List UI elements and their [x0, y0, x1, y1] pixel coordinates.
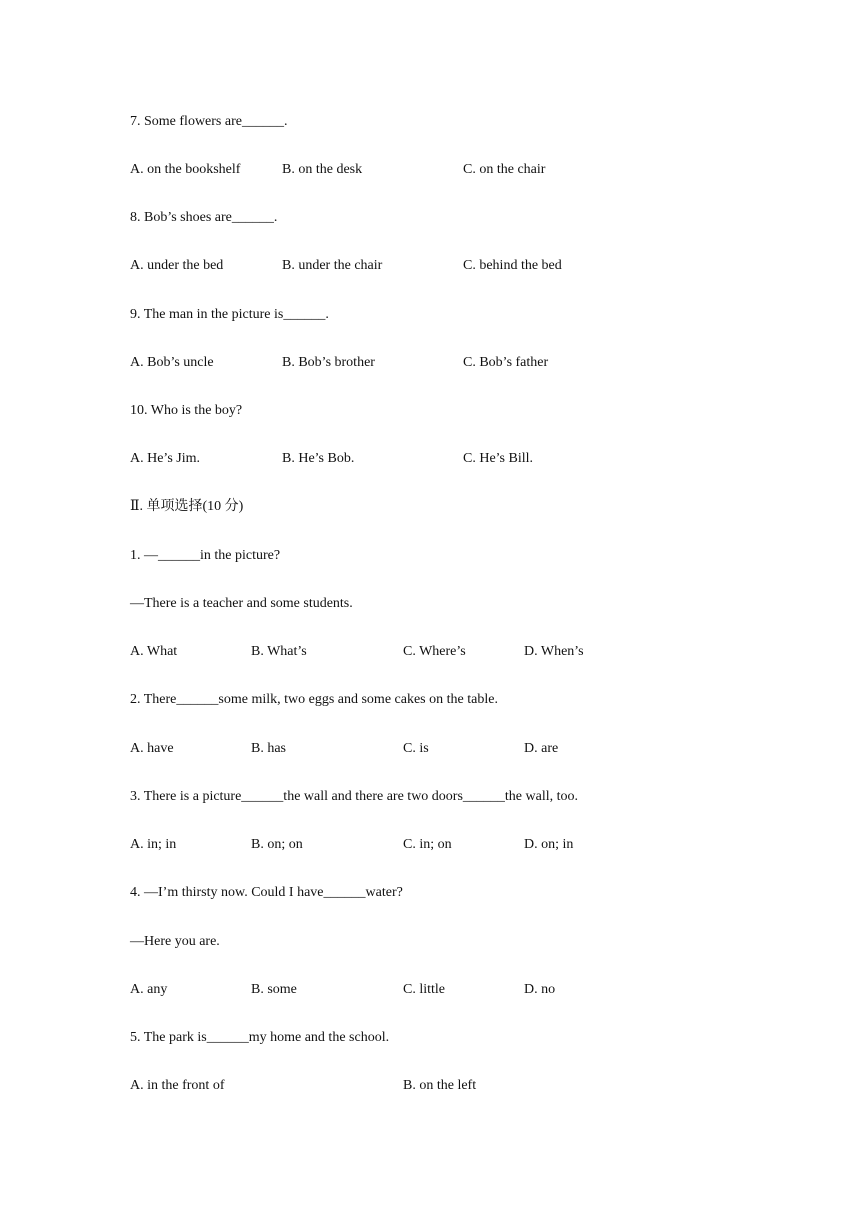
- s2q4-option-b: B. some: [251, 982, 297, 997]
- section2-question-2: 2. There______some milk, two eggs and some cakes on the table.: [130, 692, 498, 707]
- q10-option-c: C. He’s Bill.: [463, 451, 534, 466]
- s2q1-option-c: C. Where’s: [403, 644, 466, 659]
- s2q3-option-a: A. in; in: [130, 837, 177, 852]
- s2q4-option-a: A. any: [130, 982, 168, 997]
- s2q3-option-d: D. on; in: [524, 837, 574, 852]
- s2q2-option-a: A. have: [130, 741, 174, 756]
- question-9: 9. The man in the picture is______.: [130, 307, 329, 322]
- question-8: 8. Bob’s shoes are______.: [130, 210, 278, 225]
- q9-option-a: A. Bob’s uncle: [130, 355, 214, 370]
- s2q1-option-a: A. What: [130, 644, 178, 659]
- q7-option-c: C. on the chair: [463, 162, 546, 177]
- section2-q4-answer-line: —Here you are.: [130, 934, 220, 949]
- section2-question-3: 3. There is a picture______the wall and there are two doors______the wall, too.: [130, 789, 579, 804]
- section2-question-4: 4. —I’m thirsty now. Could I have______water?: [130, 885, 403, 900]
- question-10: 10. Who is the boy?: [130, 403, 243, 418]
- s2q3-option-b: B. on; on: [251, 837, 303, 852]
- question-7: 7. Some flowers are______.: [130, 114, 288, 129]
- s2q1-option-b: B. What’s: [251, 644, 307, 659]
- q10-option-a: A. He’s Jim.: [130, 451, 200, 466]
- section2-question-5: 5. The park is______my home and the school.: [130, 1030, 390, 1045]
- q8-option-a: A. under the bed: [130, 258, 224, 273]
- s2q2-option-c: C. is: [403, 741, 429, 756]
- q10-option-b: B. He’s Bob.: [282, 451, 355, 466]
- section2-q1-answer-line: —There is a teacher and some students.: [130, 596, 353, 611]
- q8-option-c: C. behind the bed: [463, 258, 562, 273]
- q8-option-b: B. under the chair: [282, 258, 383, 273]
- section2-question-1: 1. —______in the picture?: [130, 548, 281, 563]
- q9-option-b: B. Bob’s brother: [282, 355, 375, 370]
- q7-option-a: A. on the bookshelf: [130, 162, 241, 177]
- s2q4-option-c: C. little: [403, 982, 445, 997]
- s2q2-option-d: D. are: [524, 741, 559, 756]
- section-2-title: Ⅱ. 单项选择(10 分): [130, 499, 244, 514]
- s2q5-option-b: B. on the left: [403, 1078, 477, 1093]
- q7-option-b: B. on the desk: [282, 162, 363, 177]
- s2q2-option-b: B. has: [251, 741, 286, 756]
- s2q5-option-a: A. in the front of: [130, 1078, 225, 1093]
- s2q4-option-d: D. no: [524, 982, 556, 997]
- q9-option-c: C. Bob’s father: [463, 355, 549, 370]
- s2q1-option-d: D. When’s: [524, 644, 584, 659]
- s2q3-option-c: C. in; on: [403, 837, 452, 852]
